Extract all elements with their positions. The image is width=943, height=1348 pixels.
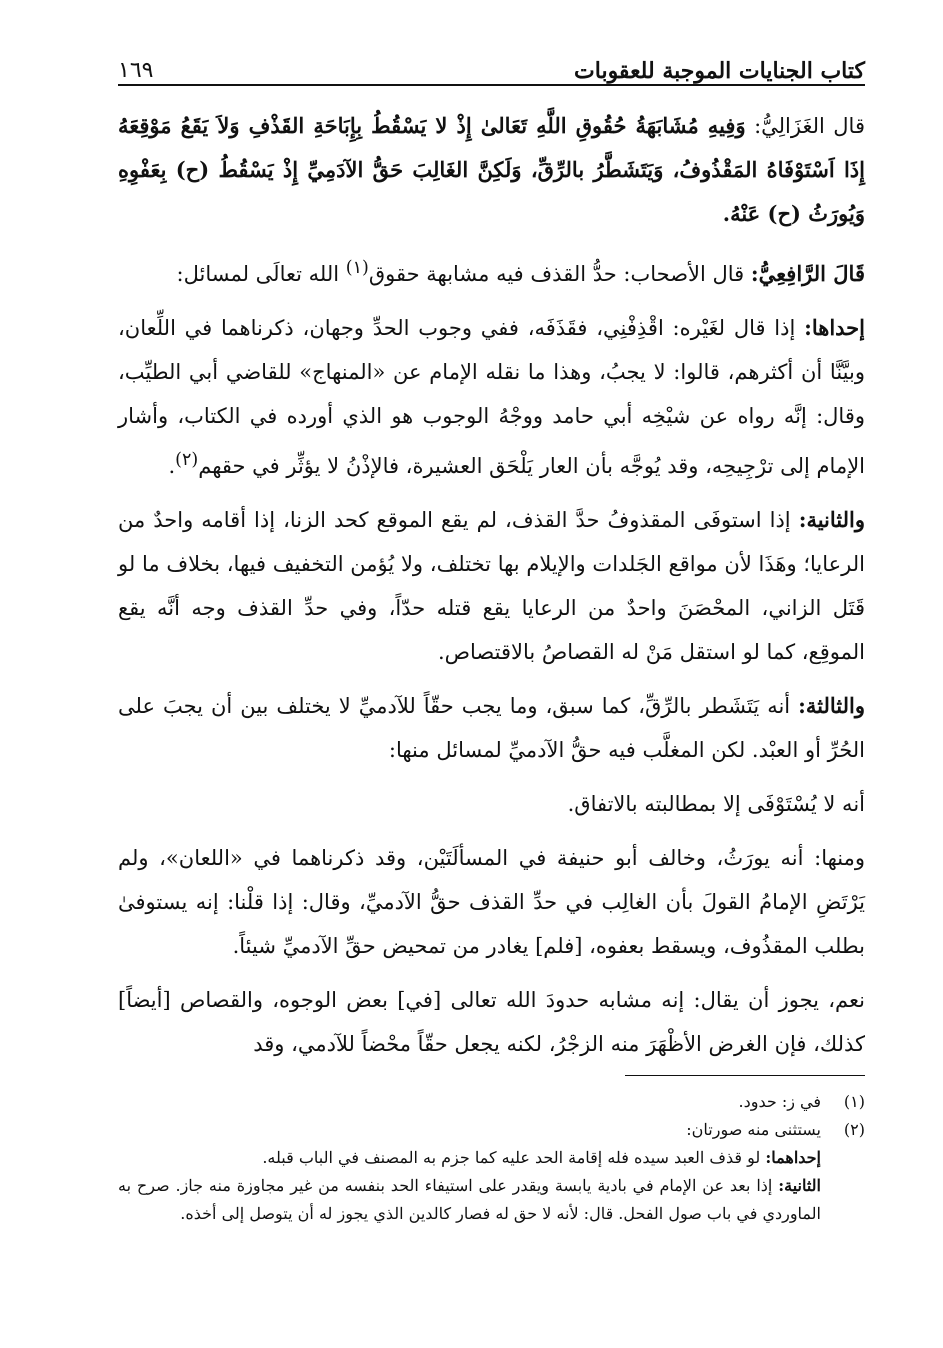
footnote-ref: (٢)	[175, 450, 199, 470]
running-header	[118, 40, 865, 82]
matn-text: وَفِيهِ مُشَابَهَةُ حُقُوقِ اللَّهِ تَعَالىٰ إِذْ لا يَسْقُطُ بِإِبَاحَةِ القَذْفِ وَلاَ يَقَعُ مَوْقِعَهُ إِذَا اَسْتَوْفَاهُ المَقْذُوفُ، وَيَتَشَطَّرُ بالرِّقِّ، وَلَكِنَّ الغَالِبَ حَقُّ الآدَمِيِّ إِذْ يَسْقُطُ (ح) بِعَفْوِهِ وَيُورَثُ (ح) عَنْهُ.	[118, 113, 865, 226]
paragraph-rafii	[118, 246, 865, 296]
footnote-2-first-case	[118, 1144, 865, 1172]
paragraph-second-issue	[118, 498, 865, 674]
paragraph-issue-item	[118, 782, 865, 826]
main-text	[118, 104, 865, 1066]
paragraph-first-issue	[118, 306, 865, 488]
footnote-2-second-case	[118, 1172, 865, 1228]
paragraph-text: إذا استوفَى المقذوفُ حدَّ القذف، لم يقع الموقع كحد الزنا، إذا أقامه واحدٌ من الرعايا؛ وهَذَا لأن مواقع الجَلدات والإيلام بها تختلف، ولا يُؤمن التخفيف فيها، بخلاف ما لو قَتَل الزاني، المحْصَنَ واحدٌ من الرعايا يقع قتله حدّاً، وفي حدِّ القذف وجه أنَّه يقع الموقِع، كما لو استقل مَنْ له القصاصُ بالاقتصاص.	[118, 508, 865, 664]
issue-label: إحداها:	[804, 315, 865, 340]
paragraph-third-issue	[118, 684, 865, 772]
paragraph-text: نعم، يجوز أن يقال: إنه مشابه حدودَ الله تعالى [في] بعض الوجوه، والقصاص [أيضاً] كذلك، فإن الغرض الأظْهَرَ منه الزجْرُ، لكنه يجعل حقّاً محْضاً للآدمي، وقد	[118, 988, 865, 1056]
paragraph-text: إذا قال لغَيْره: اقْذِفْنِي، فقَذَفَه، ففي وجوب الحدِّ وجهان، ذكرناهما في اللِّعان، وبيَّنَّا أن أكثرهم، قالوا: لا يجبُ، وهذا ما نقله الإمام عن «المنهاج» للقاضي أبي الطيِّب، وقال: إنَّه رواه عن شيْخِه أبي حامد ووجْهُ الوجوب هو الذي أورده في الكتاب، وأشار الإمام إلى ترْجِيحِه، وقد يُوجَّه بأن العار يَلْحَق العشيرة، فالإذْنُ لا يؤثِّر في حقهم	[118, 316, 865, 478]
footnote-text: في ز: حدود.	[738, 1092, 821, 1111]
paragraph-text: ومنها: أنه يورَثُ، وخالف أبو حنيفة في المسألَتَيْن، وقد ذكرناهما في «اللعان»، ولم يَرْتَضِ الإمامُ القولَ بأن الغالِب في حدِّ القذف حقُّ الآدميِّ، وقال: إذا قلْنا: إنه يستوفىٰ بطلب المقذُوف، ويسقط بعفوه، [فلم] يغادر من تمحيض حقِّ الآدميِّ شيئاً.	[118, 846, 865, 958]
footnote-text: يستثنى منه صورتان:	[686, 1120, 821, 1139]
header-rule	[118, 84, 865, 86]
paragraph-text: .	[168, 454, 176, 478]
case-label: إحداهما:	[765, 1148, 821, 1167]
footnote-1	[118, 1088, 865, 1116]
paragraph-text: أنه لا يُسْتَوْفَى إلا بمطالبته بالاتفاق.	[567, 792, 865, 816]
paragraph-conclusion	[118, 978, 865, 1066]
footnote-text: إذا بعد عن الإمام في بادية يابسة ويقدر على استيفاء الحد بنفسه من غير مجاوزة منه جاز. صرح به الماوردي في باب صول الفحل. قال: لأنه لا حق له فصار كالدين الذي يجوز له أن يتوصل إلى أخذه.	[118, 1176, 821, 1223]
footnote-number: (١)	[843, 1092, 865, 1111]
page-number: ١٦٩	[118, 58, 154, 83]
speaker-label: قال الغَزَالِيُّ:	[754, 114, 865, 138]
footnote-text: لو قذف العبد سيده فله إقامة الحد عليه كما جزم به المصنف في الباب قبله.	[262, 1148, 761, 1167]
paragraph-text: قال الأصحاب: حدُّ القذف فيه مشابهة حقوق	[368, 262, 745, 286]
footnote-separator	[625, 1075, 865, 1076]
paragraph-text: أنه يَتَشَطر بالرِّقِّ، كما سبق، وما يجب حقّاً للآدميِّ لا يختلف بين أن يجبَ على الحُرِّ أو العبْد. لكن المغلَّب فيه حقُّ الآدميِّ لمسائل منها:	[118, 694, 865, 762]
paragraph-inheritance	[118, 836, 865, 968]
paragraph-text: الله تعالَى لمسائل:	[176, 262, 340, 286]
issue-label: والثالثة:	[798, 693, 865, 718]
running-head-title: كتاب الجنايات الموجبة للعقوبات	[574, 58, 865, 84]
footnote-number: (٢)	[843, 1120, 865, 1139]
footnote-2	[118, 1116, 865, 1144]
footnotes	[118, 1088, 865, 1228]
paragraph-ghazali	[118, 104, 865, 236]
case-label: الثانية:	[778, 1176, 821, 1195]
speaker-label: قَالَ الرَّافِعِيُّ:	[750, 261, 865, 286]
issue-label: والثانية:	[798, 507, 865, 532]
footnote-ref: (١)	[345, 258, 369, 278]
